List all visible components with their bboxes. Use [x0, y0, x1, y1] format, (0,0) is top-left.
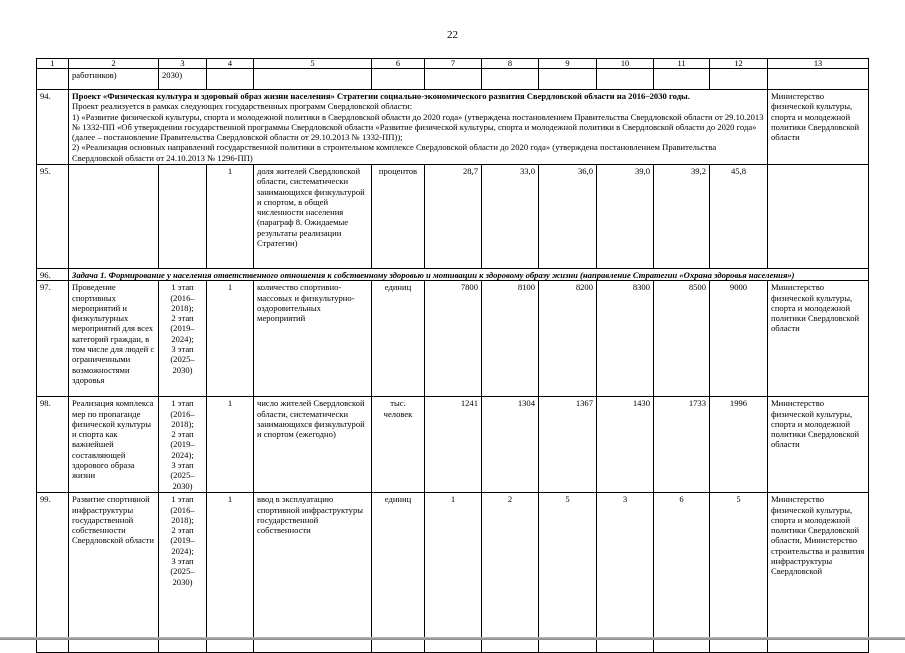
row-number: 95. [37, 165, 69, 269]
column-number: 13 [768, 59, 869, 69]
indicator-name: количество спортивно-массовых и физкультурно-оздоровительных мероприятий [254, 281, 372, 397]
column-number: 11 [654, 59, 710, 69]
column-number: 1 [37, 59, 69, 69]
indicator-order: 1 [207, 281, 254, 397]
indicator-value: 6 [654, 493, 710, 653]
implementation-stages: 1 этап (2016– 2018); 2 этап (2019– 2024); 3 этап (2025– 2030) [159, 493, 207, 653]
indicator-value: 7800 [425, 281, 482, 397]
task-row [37, 269, 869, 281]
table-row [37, 397, 869, 493]
row-number: 98. [37, 397, 69, 493]
indicator-value: 8200 [539, 281, 597, 397]
indicator-name: доля жителей Свердловской области, систематически занимающихся физкультурой и спортом, в общей численности населения (параграф 8. Ожидаемые результаты реализации Стратегии) [254, 165, 372, 269]
page-number: 22 [447, 29, 458, 41]
indicator-value: 2 [482, 493, 539, 653]
column-number: 5 [254, 59, 372, 69]
project-body: Проект реализуется в рамках следующих государственных программ Свердловской области: 1) «Развитие физической культуры, спорта и молодежной политики в Свердловской области до 2020 года» (утверждена постановлением Правительства Свердловской области от 29.10.2013 № 1332-ПП «Об утверждении государственной программы Свердловской области «Развитие физической культуры, спорта и молодежной политики в Свердловской области до 2020 года» (далее – постановление Правительства Свердловской области от 29.10.2013 № 1332-ПП)); 2) «Реализация основных направлений государственной политики в строительном комплексе Свердловской области до 2020 года» (утверждена постановлением Правительства Свердловской области от 24.10.2013 № 1296-ПП) [72, 101, 764, 163]
table-cell [768, 69, 869, 90]
column-number: 7 [425, 59, 482, 69]
responsible-executor: Министерство физической культуры, спорта и молодежной политики Свердловской области, Министерство строительства и развития инфраструктуры Свердловской [768, 493, 869, 653]
table-cell [69, 165, 159, 269]
row-number: 99. [37, 493, 69, 653]
indicator-value: 28,7 [425, 165, 482, 269]
responsible-executor: Министерство физической культуры, спорта и молодежной политики Свердловской области [768, 281, 869, 397]
column-number: 4 [207, 59, 254, 69]
indicator-value: 1367 [539, 397, 597, 493]
project-description [69, 90, 768, 165]
indicator-value: 3 [597, 493, 654, 653]
column-number: 3 [159, 59, 207, 69]
table-cell [710, 69, 768, 90]
column-number: 9 [539, 59, 597, 69]
table-row [37, 493, 869, 653]
table-cell [597, 69, 654, 90]
indicator-name: число жителей Свердловской области, систематически занимающихся физкультурой и спортом (ежегодно) [254, 397, 372, 493]
indicator-value: 45,8 [710, 165, 768, 269]
table-cell [539, 69, 597, 90]
indicator-value: 1430 [597, 397, 654, 493]
indicator-order: 1 [207, 397, 254, 493]
table-cell [207, 69, 254, 90]
indicator-unit: процентов [372, 165, 425, 269]
implementation-stages: 1 этап (2016– 2018); 2 этап (2019– 2024); 3 этап (2025– 2030) [159, 281, 207, 397]
responsible-executor: Министерство физической культуры, спорта и молодежной политики Свердловской области [768, 397, 869, 493]
column-number: 12 [710, 59, 768, 69]
row-number: 97. [37, 281, 69, 397]
indicator-unit: единиц [372, 493, 425, 653]
indicator-value: 8500 [654, 281, 710, 397]
indicator-value: 8100 [482, 281, 539, 397]
indicator-value: 1 [425, 493, 482, 653]
measure-name: Реализация комплекса мер по пропаганде физической культуры и спорта как важнейшей составляющей здорового образа жизни [69, 397, 159, 493]
indicator-value: 1304 [482, 397, 539, 493]
row-number: 94. [37, 90, 69, 165]
column-number: 8 [482, 59, 539, 69]
table-cell [372, 69, 425, 90]
implementation-stages: 1 этап (2016– 2018); 2 этап (2019– 2024); 3 этап (2025– 2030) [159, 397, 207, 493]
table-cell [254, 69, 372, 90]
project-row [37, 90, 869, 165]
measure-name: Проведение спортивных мероприятий и физкультурных мероприятий для всех категорий граждан, в том числе для людей с ограниченными возможностями здоровья [69, 281, 159, 397]
indicator-row [37, 165, 869, 269]
column-numbers-row [37, 59, 869, 69]
responsible-executor: Министерство физической культуры, спорта и молодежной политики Свердловской области [768, 90, 869, 165]
indicator-unit: единиц [372, 281, 425, 397]
table-cell [768, 165, 869, 269]
table-cell [159, 165, 207, 269]
indicator-value: 1996 [710, 397, 768, 493]
row-number: 96. [37, 269, 69, 281]
indicator-value: 33,0 [482, 165, 539, 269]
table-cell: 2030) [159, 69, 207, 90]
indicator-value: 39,0 [597, 165, 654, 269]
indicator-value: 36,0 [539, 165, 597, 269]
project-title: Проект «Физическая культура и здоровый образ жизни населения» Стратегии социально-экономического развития Свердловской области на 2016–2030 годы. [72, 91, 690, 101]
indicator-value: 39,2 [654, 165, 710, 269]
continuation-row [37, 69, 869, 90]
indicator-value: 8300 [597, 281, 654, 397]
indicator-value: 9000 [710, 281, 768, 397]
indicator-order: 1 [207, 493, 254, 653]
indicator-value: 1241 [425, 397, 482, 493]
table-row [37, 281, 869, 397]
table-cell: работников) [69, 69, 159, 90]
indicator-value: 5 [539, 493, 597, 653]
indicator-name: ввод в эксплуатацию спортивной инфраструктуры государственной собственности [254, 493, 372, 653]
table-cell [37, 69, 69, 90]
column-number: 2 [69, 59, 159, 69]
indicator-order: 1 [207, 165, 254, 269]
indicator-value: 5 [710, 493, 768, 653]
indicator-unit: тыс. человек [372, 397, 425, 493]
strategy-measures-table [36, 58, 869, 653]
table-cell [654, 69, 710, 90]
table-cell [482, 69, 539, 90]
table-cell [425, 69, 482, 90]
column-number: 6 [372, 59, 425, 69]
column-number: 10 [597, 59, 654, 69]
indicator-value: 1733 [654, 397, 710, 493]
task-heading: Задача 1. Формирование у населения ответственного отношения к собственному здоровью и мотивации к здоровому образу жизни (направление Стратегии «Охрана здоровья населения») [69, 269, 869, 281]
measure-name: Развитие спортивной инфраструктуры государственной собственности Свердловской области [69, 493, 159, 653]
